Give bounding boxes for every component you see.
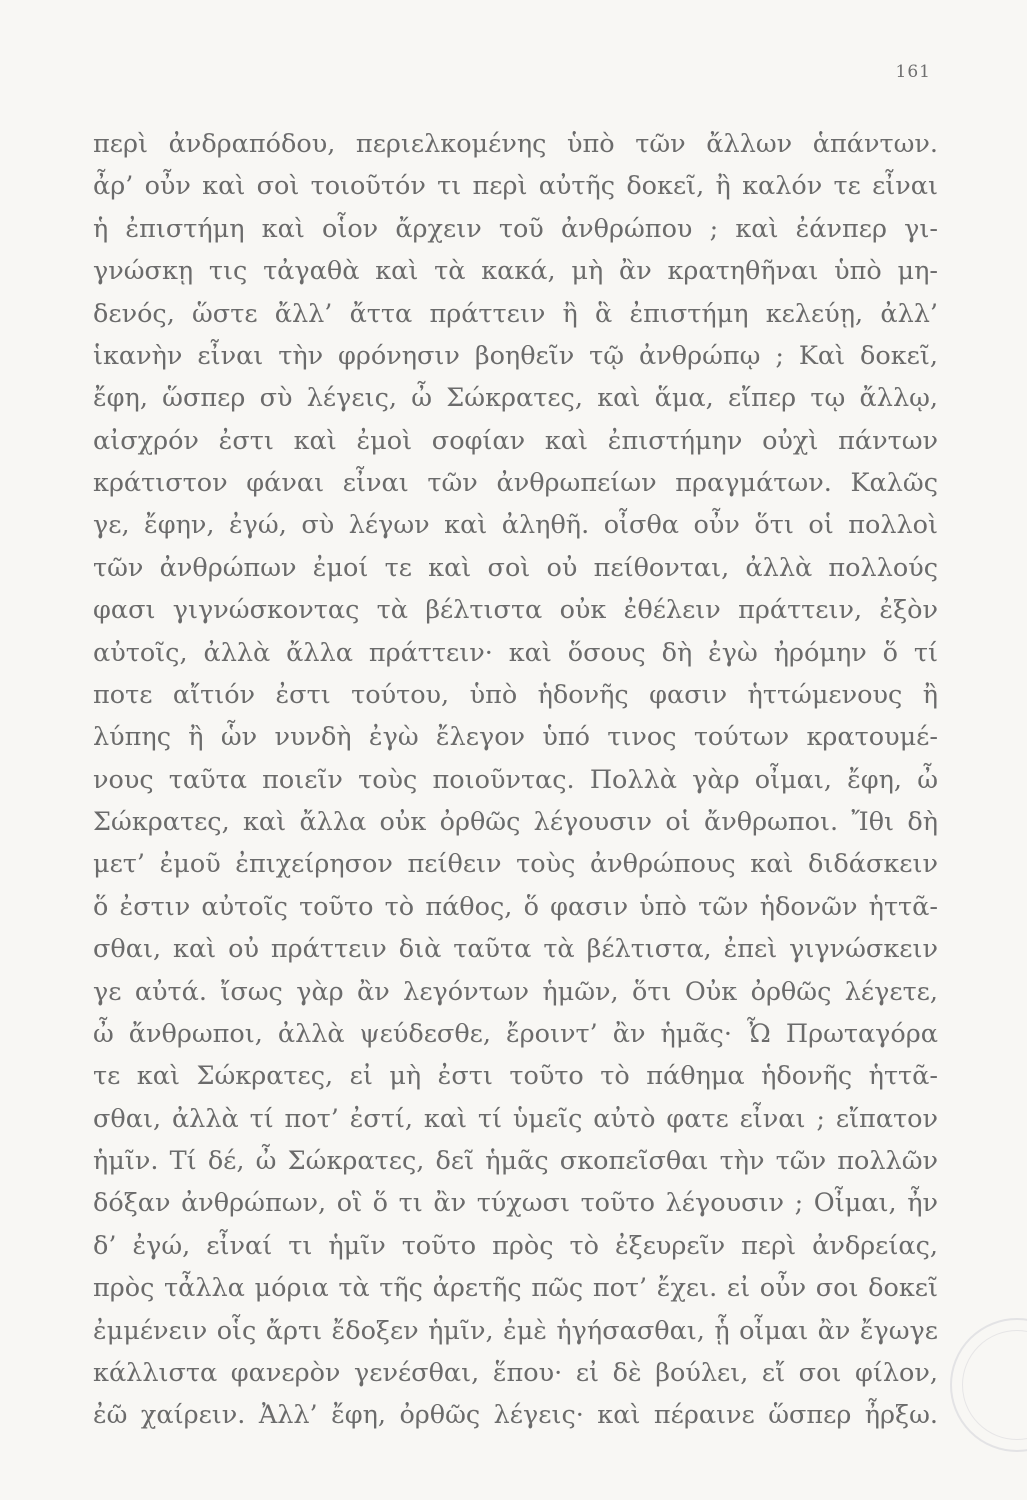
text-line: ἆρ’ οὖν καὶ σοὶ τοιοῦτόν τι περὶ αὐτῆς δοκεῖ, ἢ καλόν τε εἶναι [93, 171, 938, 202]
text-line: ἔφη, ὥσπερ σὺ λέγεις, ὦ Σώκρατες, καὶ ἅμα, εἴπερ τῳ ἄλλῳ, [93, 383, 938, 414]
text-line: αὐτοῖς, ἀλλὰ ἄλλα πράττειν· καὶ ὅσους δὴ ἐγὼ ἠρόμην ὅ τί [93, 637, 938, 668]
text-line: ἐμμένειν οἷς ἄρτι ἔδοξεν ἡμῖν, ἐμὲ ἡγήσασθαι, ᾗ οἶμαι ἂν ἔγωγε [93, 1315, 938, 1346]
text-line: περὶ ἀνδραπόδου, περιελκομένης ὑπὸ τῶν ἄλλων ἁπάντων. [93, 129, 938, 159]
text-line: δενός, ὥστε ἄλλ’ ἄττα πράττειν ἢ ἃ ἐπιστήμη κελεύῃ, ἀλλ’ [93, 298, 938, 329]
text-line: γε αὐτά. ἴσως γὰρ ἂν λεγόντων ἡμῶν, ὅτι Οὐκ ὀρθῶς λέγετε, [93, 976, 938, 1007]
page-number: 161 [895, 62, 931, 82]
text-line: ὦ ἄνθρωποι, ἀλλὰ ψεύδεσθε, ἔροιντ’ ἂν ἡμᾶς· Ὦ Πρωταγόρα [93, 1018, 938, 1049]
text-line: νους ταῦτα ποιεῖν τοὺς ποιοῦντας. Πολλὰ γὰρ οἶμαι, ἔφη, ὦ [93, 764, 938, 795]
text-line: τῶν ἀνθρώπων ἐμοί τε καὶ σοὶ οὐ πείθονται, ἀλλὰ πολλούς [93, 552, 938, 583]
text-line: ἡ ἐπιστήμη καὶ οἷον ἄρχειν τοῦ ἀνθρώπου ; καὶ ἐάνπερ γι- [93, 213, 938, 244]
greek-text-block [93, 123, 938, 1437]
text-line: σθαι, καὶ οὐ πράττειν διὰ ταῦτα τὰ βέλτιστα, ἐπεὶ γιγνώσκειν [93, 934, 938, 965]
text-line: δ’ ἐγώ, εἶναί τι ἡμῖν τοῦτο πρὸς τὸ ἐξευρεῖν περὶ ἀνδρείας, [93, 1230, 938, 1261]
text-line: αἰσχρόν ἐστι καὶ ἐμοὶ σοφίαν καὶ ἐπιστήμην οὐχὶ πάντων [93, 425, 938, 456]
text-line: ἱκανὴν εἶναι τὴν φρόνησιν βοηθεῖν τῷ ἀνθρώπῳ ; Καὶ δοκεῖ, [93, 340, 938, 371]
text-line: γε, ἔφην, ἐγώ, σὺ λέγων καὶ ἀληθῆ. οἶσθα οὖν ὅτι οἱ πολλοὶ [93, 510, 938, 541]
text-line: φασι γιγνώσκοντας τὰ βέλτιστα οὐκ ἐθέλειν πράττειν, ἐξὸν [93, 595, 938, 626]
text-line: κράτιστον φάναι εἶναι τῶν ἀνθρωπείων πραγμάτων. Καλῶς [93, 468, 938, 498]
text-line: Σώκρατες, καὶ ἄλλα οὐκ ὀρθῶς λέγουσιν οἱ ἄνθρωποι. Ἴθι δὴ [93, 807, 938, 837]
text-line: ἡμῖν. Τί δέ, ὦ Σώκρατες, δεῖ ἡμᾶς σκοπεῖσθαι τὴν τῶν πολλῶν [93, 1146, 938, 1176]
library-stamp [950, 1318, 1027, 1452]
text-line: σθαι, ἀλλὰ τί ποτ’ ἐστί, καὶ τί ὑμεῖς αὐτὸ φατε εἶναι ; εἴπατον [93, 1103, 938, 1134]
text-line: ποτε αἴτιόν ἐστι τούτου, ὑπὸ ἡδονῆς φασιν ἡττώμενους ἢ [93, 679, 938, 710]
text-line: ὅ ἐστιν αὐτοῖς τοῦτο τὸ πάθος, ὅ φασιν ὑπὸ τῶν ἡδονῶν ἡττᾶ- [93, 891, 938, 922]
text-line: μετ’ ἐμοῦ ἐπιχείρησον πείθειν τοὺς ἀνθρώπους καὶ διδάσκειν [93, 849, 938, 880]
text-line: δόξαν ἀνθρώπων, οἳ ὅ τι ἂν τύχωσι τοῦτο λέγουσιν ; Οἶμαι, ἦν [93, 1188, 938, 1219]
text-line: κάλλιστα φανερὸν γενέσθαι, ἕπου· εἰ δὲ βούλει, εἴ σοι φίλον, [93, 1357, 938, 1388]
text-line: γνώσκῃ τις τἀγαθὰ καὶ τὰ κακά, μὴ ἂν κρατηθῆναι ὑπὸ μη- [93, 256, 938, 287]
text-line: πρὸς τἆλλα μόρια τὰ τῆς ἀρετῆς πῶς ποτ’ ἔχει. εἰ οὖν σοι δοκεῖ [93, 1273, 938, 1304]
text-line: ἐῶ χαίρειν. Ἀλλ’ ἔφη, ὀρθῶς λέγεις· καὶ πέραινε ὥσπερ ἦρξω. [93, 1400, 938, 1431]
text-line: λύπης ἢ ὧν νυνδὴ ἐγὼ ἔλεγον ὑπό τινος τούτων κρατουμέ- [93, 722, 938, 753]
text-line: τε καὶ Σώκρατες, εἰ μὴ ἐστι τοῦτο τὸ πάθημα ἡδονῆς ἡττᾶ- [93, 1061, 938, 1092]
